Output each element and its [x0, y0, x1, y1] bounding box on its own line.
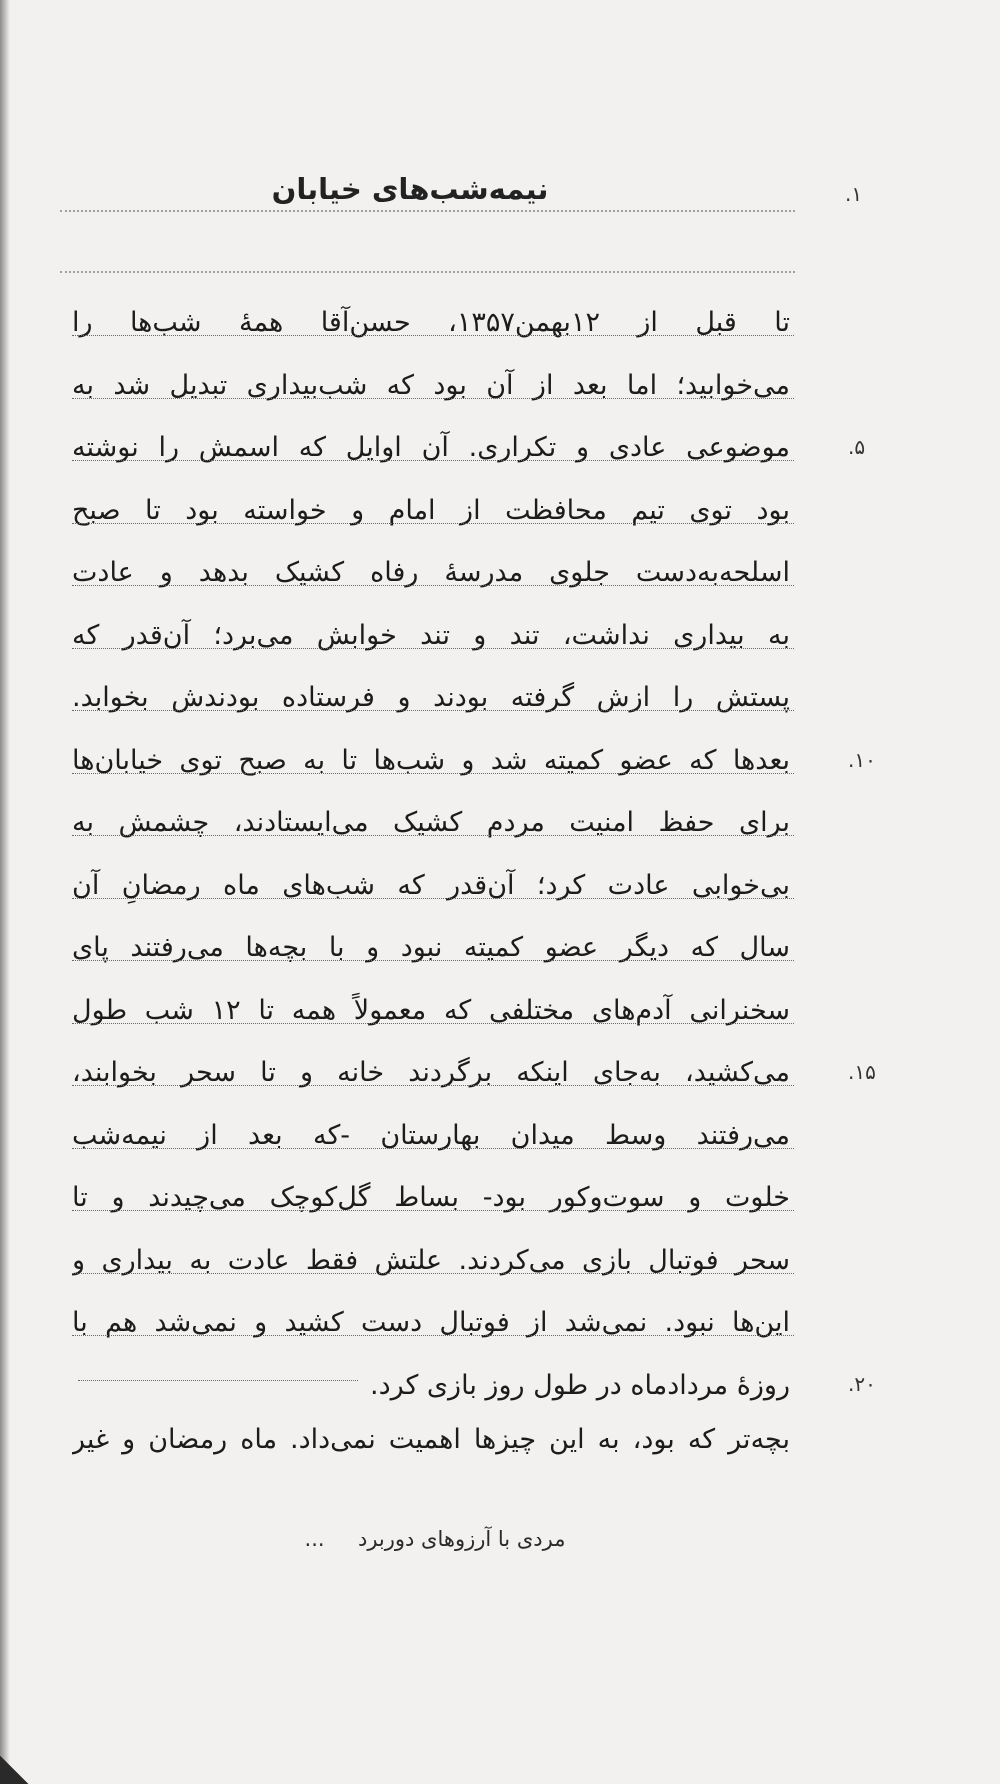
text-line: می‌کشید، به‌جای اینکه برگردند خانه و تا سحر بخوابند، [72, 1057, 790, 1088]
text-line: موضوعی عادی و تکراری. آن اوایل که اسمش را نوشته [72, 432, 790, 463]
text-line: خلوت و سوت‌وکور بود- بساط گل‌کوچک می‌چیدند و تا [72, 1182, 790, 1213]
title-rule-bottom [60, 271, 795, 273]
page-corner-shadow [0, 1744, 40, 1784]
line-rule [72, 1023, 794, 1024]
text-line: تا قبل از ۱۲بهمن۱۳۵۷، حسن‌آقا همهٔ شب‌ها را [72, 307, 790, 338]
text-line: سال که دیگر عضو کمیته نبود و با بچه‌ها می‌رفتند پای [72, 932, 790, 963]
running-footer [290, 1527, 580, 1551]
line-rule [72, 960, 794, 961]
chapter-number: ۱. [845, 182, 863, 206]
text-line: سخنرانی آدم‌های مختلفی که معمولاً همه تا ۱۲ شب طول [72, 995, 790, 1026]
line-rule [72, 648, 794, 649]
footer-ellipsis: ... [304, 1527, 325, 1551]
line-rule [72, 773, 794, 774]
line-number-20: ۲۰. [848, 1372, 876, 1396]
line-rule [72, 585, 794, 586]
text-line: بعدها که عضو کمیته شد و شب‌ها تا به صبح توی خیابان‌ها [72, 745, 790, 776]
text-line: می‌خوابید؛ اما بعد از آن بود که شب‌بیداری تبدیل شد به [72, 370, 790, 401]
line-rule [72, 523, 794, 524]
line-rule [72, 398, 794, 399]
text-line-last-of-paragraph: روزهٔ مردادماه در طول روز بازی کرد. [369, 1370, 790, 1401]
text-line: می‌رفتند وسط میدان بهارستان -که بعد از نیمه‌شب [72, 1120, 790, 1151]
text-line: برای حفظ امنیت مردم کشیک می‌ایستادند، چشمش به [72, 807, 790, 838]
line-rule [72, 1273, 794, 1274]
title-rule-top [60, 210, 795, 212]
line-rule [72, 898, 794, 899]
line-rule [72, 460, 794, 461]
line-rule [72, 710, 794, 711]
text-line: پستش را ازش گرفته بودند و فرستاده بودندش بخوابد. [72, 682, 790, 713]
footer-book-title: مردی با آرزوهای دوربرد [357, 1527, 566, 1551]
text-line: بود توی تیم محافظت از امام و خواسته بود تا صبح [72, 495, 790, 526]
text-line: بچه‌تر که بود، به این چیزها اهمیت نمی‌داد. ماه رمضان و غیر [72, 1424, 790, 1455]
text-line: سحر فوتبال بازی می‌کردند. علتش فقط عادت به بیداری و [72, 1245, 790, 1276]
line-rule [72, 1210, 794, 1211]
line-number-10: ۱۰. [848, 748, 876, 772]
text-line: اسلحه‌به‌دست جلوی مدرسهٔ رفاه کشیک بدهد و عادت [72, 557, 790, 588]
chapter-title: نیمه‌شب‌های خیابان [271, 172, 549, 206]
line-rule [72, 1148, 794, 1149]
text-line: این‌ها نبود. نمی‌شد از فوتبال دست کشید و نمی‌شد هم با [72, 1307, 790, 1338]
text-line: به بیداری نداشت، تند و تند خوابش می‌برد؛ آن‌قدر که [72, 620, 790, 651]
line-number-15: ۱۵. [848, 1060, 876, 1084]
line-rule [72, 835, 794, 836]
line-rule [72, 335, 794, 336]
line-rule [78, 1380, 358, 1381]
line-rule [72, 1335, 794, 1336]
line-number-5: ۵. [848, 435, 866, 459]
page-edge-shadow [0, 0, 10, 1784]
text-line: بی‌خوابی عادت کرد؛ آن‌قدر که شب‌های ماه رمضانِ آن [72, 870, 790, 901]
line-rule [72, 1085, 794, 1086]
